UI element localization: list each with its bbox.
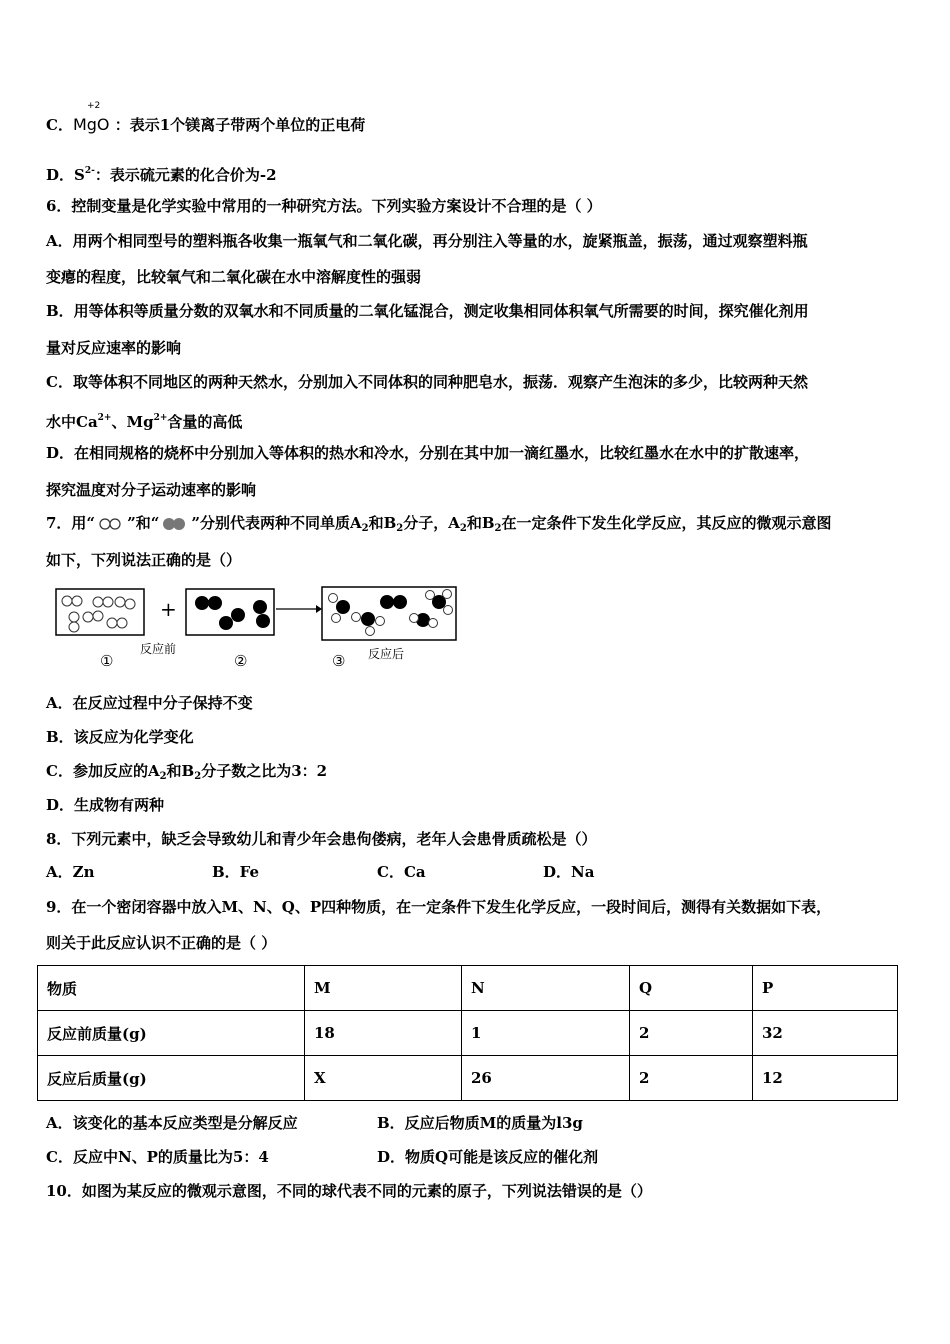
q7-option-a: A．在反应过程中分子保持不变 xyxy=(46,694,253,712)
table-cell: 12 xyxy=(753,1056,898,1101)
reaction-diagram xyxy=(50,583,470,675)
label-3: ③ xyxy=(332,652,346,670)
q6-option-b-line1: B．用等体积等质量分数的双氧水和不同质量的二氧化锰混合，测定收集相同体积氧气所需要的时间，探究催化剂用 xyxy=(46,302,809,320)
q6-option-b-line2: 量对反应速率的影响 xyxy=(46,339,182,357)
plus-sign: + xyxy=(160,597,177,621)
option-c-prefix: C． xyxy=(46,116,73,134)
white-molecule-icon xyxy=(95,517,127,531)
option-d-prefix: D．S xyxy=(46,166,85,184)
table-cell: X xyxy=(305,1056,462,1101)
q6-option-a-line1: A．用两个相同型号的塑料瓶各收集一瓶氧气和二氧化碳，再分别注入等量的水，旋紧瓶盖，振荡，通过观察塑料瓶 xyxy=(46,232,808,250)
label-before: 反应前 xyxy=(140,642,177,656)
question-8: 8．下列元素中，缺乏会导致幼儿和青少年会患佝偻病，老年人会患骨质疏松是（） xyxy=(46,830,597,848)
arrow-head xyxy=(316,605,322,613)
mgo-formula: MgO xyxy=(72,115,110,134)
q7-option-d: D．生成物有两种 xyxy=(46,796,165,814)
q7c-sub1: 2 xyxy=(159,771,167,782)
question-6: 6．控制变量是化学实验中常用的一种研究方法。下列实验方案设计不合理的是（ ） xyxy=(46,197,602,215)
label-after: 反应后 xyxy=(368,647,405,661)
table-cell: M xyxy=(305,966,462,1011)
q9-option-d: D．物质Q可能是该反应的催化剂 xyxy=(377,1148,599,1166)
option-c-line xyxy=(46,115,365,135)
q7-part-g: 在一定条件下发生化学反应，其反应的微观示意图 xyxy=(501,514,832,532)
question-7-line2: 如下，下列说法正确的是（） xyxy=(46,551,242,569)
table-header-row xyxy=(38,966,898,1011)
table-cell: 物质 xyxy=(38,966,305,1011)
label-2: ② xyxy=(234,652,248,670)
q6-option-c-line1: C．取等体积不同地区的两种天然水，分别加入不同体积的同种肥皂水，振荡．观察产生泡沫的多少，比较两种天然 xyxy=(46,373,808,391)
q6c-part-b: 、Mg xyxy=(111,413,154,431)
q7-part-c: ”分别代表两种不同单质A xyxy=(191,514,362,532)
question-9-line2: 则关于此反应认识不正确的是（ ） xyxy=(46,934,277,952)
table-cell: P xyxy=(753,966,898,1011)
mass-table xyxy=(37,965,898,1101)
q6-option-d-line1: D．在相同规格的烧杯中分别加入等体积的热水和冷水，分别在其中加一滴红墨水，比较红墨水在水中的扩散速率， xyxy=(46,444,810,462)
q7-part-d: 和B xyxy=(368,514,397,532)
q7-part-a: 7．用“ xyxy=(46,514,96,532)
q7-part-e: 分子，A xyxy=(403,514,460,532)
q7-sub3: 2 xyxy=(459,523,467,534)
q7c-part-c: 分子数之比为3：2 xyxy=(201,762,328,780)
table-cell: 反应后质量(g) xyxy=(38,1056,305,1101)
option-d-sup: 2- xyxy=(84,166,95,176)
valence-label: +2 xyxy=(87,101,101,111)
q7c-part-b: 和B xyxy=(166,762,195,780)
q6-option-d-line2: 探究温度对分子运动速率的影响 xyxy=(46,481,257,499)
option-c-text: ：表示1个镁离子带两个单位的正电荷 xyxy=(114,116,366,134)
q7-sub2: 2 xyxy=(396,523,404,534)
table-cell: Q xyxy=(630,966,753,1011)
q6-option-c-line2 xyxy=(46,408,242,432)
table-cell: 反应前质量(g) xyxy=(38,1011,305,1056)
q8-option-b: B．Fe xyxy=(212,863,260,881)
table-cell: N xyxy=(462,966,630,1011)
q7-sub4: 2 xyxy=(494,523,502,534)
dark-molecule-icon xyxy=(159,516,191,532)
option-d-text: ：表示硫元素的化合价为-2 xyxy=(94,166,277,184)
label-1: ① xyxy=(100,652,114,670)
table-row xyxy=(38,1011,898,1056)
q9-option-a: A．该变化的基本反应类型是分解反应 xyxy=(46,1114,298,1132)
q6c-sup1: 2+ xyxy=(97,413,112,423)
table-cell: 1 xyxy=(462,1011,630,1056)
q7-sub1: 2 xyxy=(361,523,369,534)
question-10: 10．如图为某反应的微观示意图，不同的球代表不同的元素的原子，下列说法错误的是（） xyxy=(46,1182,652,1200)
table-cell: 18 xyxy=(305,1011,462,1056)
table-cell: 26 xyxy=(462,1056,630,1101)
table-row xyxy=(38,1056,898,1101)
q7-option-c xyxy=(46,761,327,787)
q8-option-c: C．Ca xyxy=(377,863,426,881)
question-9-line1: 9．在一个密闭容器中放入M、N、Q、P四种物质，在一定条件下发生化学反应，一段时间后，测得有关数据如下表， xyxy=(46,898,832,916)
table-cell: 2 xyxy=(630,1011,753,1056)
q6c-part-c: 含量的高低 xyxy=(167,413,243,431)
q6c-sup2: 2+ xyxy=(153,413,168,423)
q7-part-b: ”和“ xyxy=(127,514,160,532)
q6c-part-a: 水中Ca xyxy=(46,413,98,431)
question-7-line1 xyxy=(46,513,832,539)
option-d-line xyxy=(46,161,277,185)
q6-option-a-line2: 变瘪的程度，比较氧气和二氧化碳在水中溶解度性的强弱 xyxy=(46,268,422,286)
table-cell: 2 xyxy=(630,1056,753,1101)
q9-option-c: C．反应中N、P的质量比为5：4 xyxy=(46,1148,269,1166)
q7c-part-a: C．参加反应的A xyxy=(46,762,160,780)
table-cell: 32 xyxy=(753,1011,898,1056)
q8-option-d: D．Na xyxy=(543,863,595,881)
q8-option-a: A．Zn xyxy=(46,863,95,881)
q9-option-b: B．反应后物质M的质量为l3g xyxy=(377,1114,583,1132)
q7-option-b: B．该反应为化学变化 xyxy=(46,728,194,746)
q7-part-f: 和B xyxy=(466,514,495,532)
q7c-sub2: 2 xyxy=(194,771,202,782)
